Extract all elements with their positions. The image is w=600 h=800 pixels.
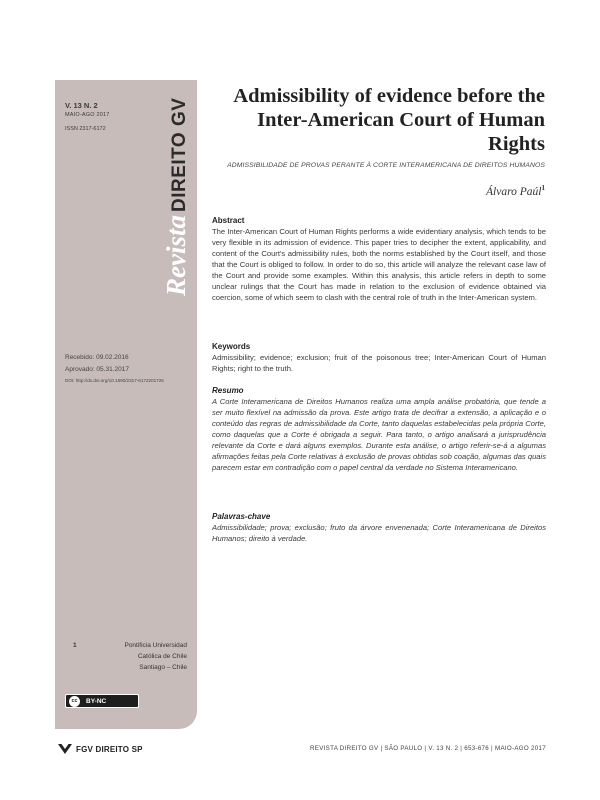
footer-journal-info: REVISTA DIREITO GV | SÃO PAULO | V. 13 N. 2 | 653-676 | MAIO-AGO 2017 (310, 745, 546, 752)
keywords-text: Admissibility; evidence; exclusion; fruit of the poisonous tree; Inter-American Court of Human Rights; right to the truth. (212, 353, 546, 373)
issn-label: ISSN 2317-6172 (65, 126, 106, 132)
doi-link[interactable]: DOI: http://dx.doi.org/10.1590/2317-6172201726 (65, 378, 164, 383)
author-name: Álvaro Paúl (486, 185, 542, 198)
author-affiliation (73, 640, 187, 673)
received-date: Recebido: 09.02.2016 (65, 354, 129, 361)
submission-dates (65, 352, 129, 376)
cc-icon: cc (69, 696, 80, 707)
article-subtitle: ADMISSIBILIDADE DE PROVAS PERANTE À CORTE INTERAMERICANA DE DIREITOS HUMANOS (227, 162, 545, 169)
article-title: Admissibility of evidence before the Inter-American Court of Human Rights (233, 85, 545, 155)
license-label: BY-NC (86, 697, 107, 705)
keywords-heading: Keywords (212, 342, 251, 351)
resumo-section (212, 386, 546, 473)
palavras-chave-heading: Palavras-chave (212, 512, 271, 521)
brand-revista: Revista (161, 215, 191, 296)
article-author (380, 184, 545, 198)
keywords-section (212, 342, 546, 374)
fgv-logo-text: FGV DIREITO SP (76, 744, 143, 754)
palavras-chave-text: Admissibilidade; prova; exclusão; fruto da árvore envenenada; Corte Interamericana de Direitos Humanos; direito à verdade. (212, 523, 546, 543)
resumo-text: A Corte Interamericana de Direitos Humanos realiza uma ampla análise probatória, que tende a ser muito flexível na admissão da prova. Este artigo trata de decifrar a extensão, a aplicação e o conteúdo das regras de admissibilidade da Corte, tanto daquelas estabelecidas pela própria Corte, como daquelas que a Corte é obrigada a seguir. Para tanto, o artigo analisará a jurisprudência relevante da Corte e dará alguns exemplos. Durante esta análise, o artigo referir-se-á a algumas afirmações feitas pela Corte relativas à exclusão de provas obtidas sob coação, algumas das quais parecem estar em contradição com o papel central da verdade no Sistema Interamericano. (212, 397, 546, 472)
resumo-heading: Resumo (212, 386, 244, 395)
volume-label: V. 13 N. 2 (65, 101, 98, 110)
license-badge[interactable] (65, 694, 139, 708)
affiliation-number: 1 (73, 642, 77, 649)
approved-date: Aprovado: 05.31.2017 (65, 366, 129, 373)
brand-direito-gv: DIREITO GV (169, 97, 190, 212)
fgv-chevron-icon (58, 744, 72, 754)
author-footnote-marker[interactable]: 1 (541, 184, 545, 192)
affiliation-text: Pontificia Universidad Católica de Chile Santiago – Chile (124, 642, 187, 671)
abstract-heading: Abstract (212, 216, 245, 225)
palavras-chave-section (212, 512, 546, 544)
abstract-text: The Inter-American Court of Human Rights performs a wide evidentiary analysis, which tends to be very flexible in its admission of evidence. This paper tries to decipher the extent, applicability, and content of the Court's admissibility rules, both the norms established by the Court itself, and those that the Court is obliged to follow. In order to do so, this article will analyze the relevant case law of the Court and provide some examples. Within this analysis, this article refers in depth to some unclear rulings that the Court has made in relation to the exclusion of evidence obtained via coercion, some of which seem to clash with the central role of truth in the Inter-American system. (212, 227, 546, 302)
abstract-section (212, 216, 546, 303)
period-label: MAIO-AGO 2017 (65, 112, 110, 118)
fgv-logo (58, 744, 143, 754)
journal-sidebar (55, 80, 197, 729)
